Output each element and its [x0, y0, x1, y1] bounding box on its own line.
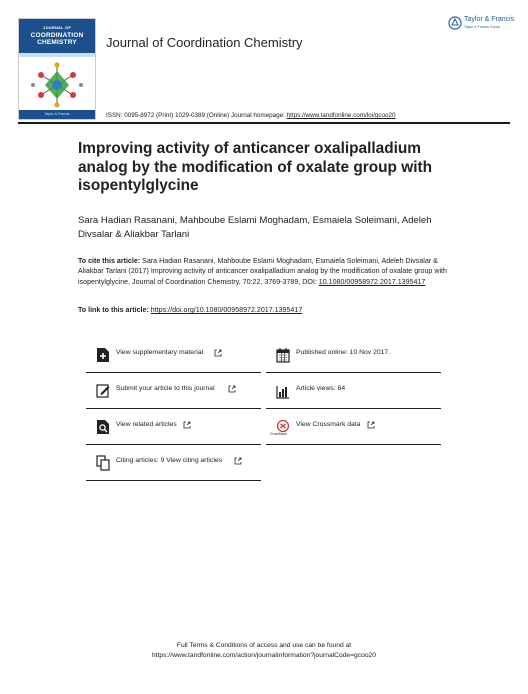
- citing-articles-link[interactable]: Citing articles: 9 View citing articles: [86, 451, 261, 481]
- submit-article-link[interactable]: Submit your article to this journal: [86, 379, 261, 409]
- article-authors: Sara Hadian Rasanani, Mahboube Eslami Moghadam, Esmaiela Soleimani, Adeleh Divsalar & Aliakbar Tarlani: [78, 215, 432, 240]
- article-views: Article views: 84: [266, 379, 441, 409]
- article-doi-url-link[interactable]: https://doi.org/10.1080/00958972.2017.1395417: [150, 306, 303, 314]
- crossmark-logo-text: CrossMark: [270, 432, 287, 436]
- journal-name: Journal of Coordination Chemistry: [106, 35, 303, 50]
- citation-block: [78, 256, 450, 287]
- doi-link[interactable]: 10.1080/00958972.2017.1395417: [318, 277, 426, 286]
- calendar-icon: [276, 347, 290, 363]
- publisher-logo: Taylor & Francis Taylor & Francis Group: [446, 14, 516, 36]
- terms-text: Full Terms & Conditions of access and use can be found at: [176, 642, 352, 649]
- journal-homepage-link[interactable]: https://www.tandfonline.com/loi/gcoo20: [286, 112, 396, 119]
- issn-line: ISSN: 0095-8972 (Print) 1029-0389 (Online) Journal homepage: https://www.tandfonline.com/loi/gcoo20: [106, 112, 396, 119]
- edit-document-icon: [96, 383, 110, 399]
- publisher-emblem-icon: [448, 16, 462, 30]
- journal-cover-image: JOURNAL OF COORDINATION CHEMISTRY Taylor & Francis: [18, 18, 96, 120]
- document-plus-icon: [96, 347, 110, 363]
- view-supplementary-material[interactable]: View supplementary material: [86, 343, 261, 373]
- terms-footer: [0, 641, 528, 660]
- view-crossmark-data[interactable]: CrossMark View Crossmark data: [266, 415, 441, 445]
- molecule-illustration: [27, 61, 87, 109]
- external-link-icon: [234, 457, 242, 465]
- link-label: To link to this article:: [78, 306, 151, 314]
- published-online: Published online: 10 Nov 2017.: [266, 343, 441, 373]
- external-link-icon: [214, 349, 222, 357]
- cover-title: JOURNAL OF COORDINATION CHEMISTRY: [30, 25, 84, 46]
- header-divider: [18, 122, 510, 124]
- external-link-icon: [367, 421, 375, 429]
- citation-text: Sara Hadian Rasanani, Mahboube Eslami Moghadam, Esmaiela Soleimani, Adeleh Divsalar & Aliakbar Tarlani (2017) Improving activity of anticancer oxalipalladium analog by the modification of oxalate group with isopentylglycine, Journal of Coordination Chemistry, 70:22, 3769-3789, DOI:: [78, 257, 447, 286]
- copy-documents-icon: [96, 455, 110, 471]
- article-title: Improving activity of anticancer oxalipalladium analog by the modification of oxalate group with isopentylglycine: [78, 140, 432, 194]
- search-document-icon: [96, 419, 110, 435]
- journal-information-link[interactable]: https://www.tandfonline.com/action/journalInformation?journalCode=gcoo20: [152, 651, 376, 659]
- external-link-icon: [183, 421, 191, 429]
- citation-label: To cite this article:: [78, 257, 143, 265]
- view-related-articles[interactable]: View related articles: [86, 415, 261, 445]
- external-link-icon: [228, 385, 236, 393]
- article-link-line: [78, 306, 302, 314]
- bar-chart-icon: [276, 383, 290, 399]
